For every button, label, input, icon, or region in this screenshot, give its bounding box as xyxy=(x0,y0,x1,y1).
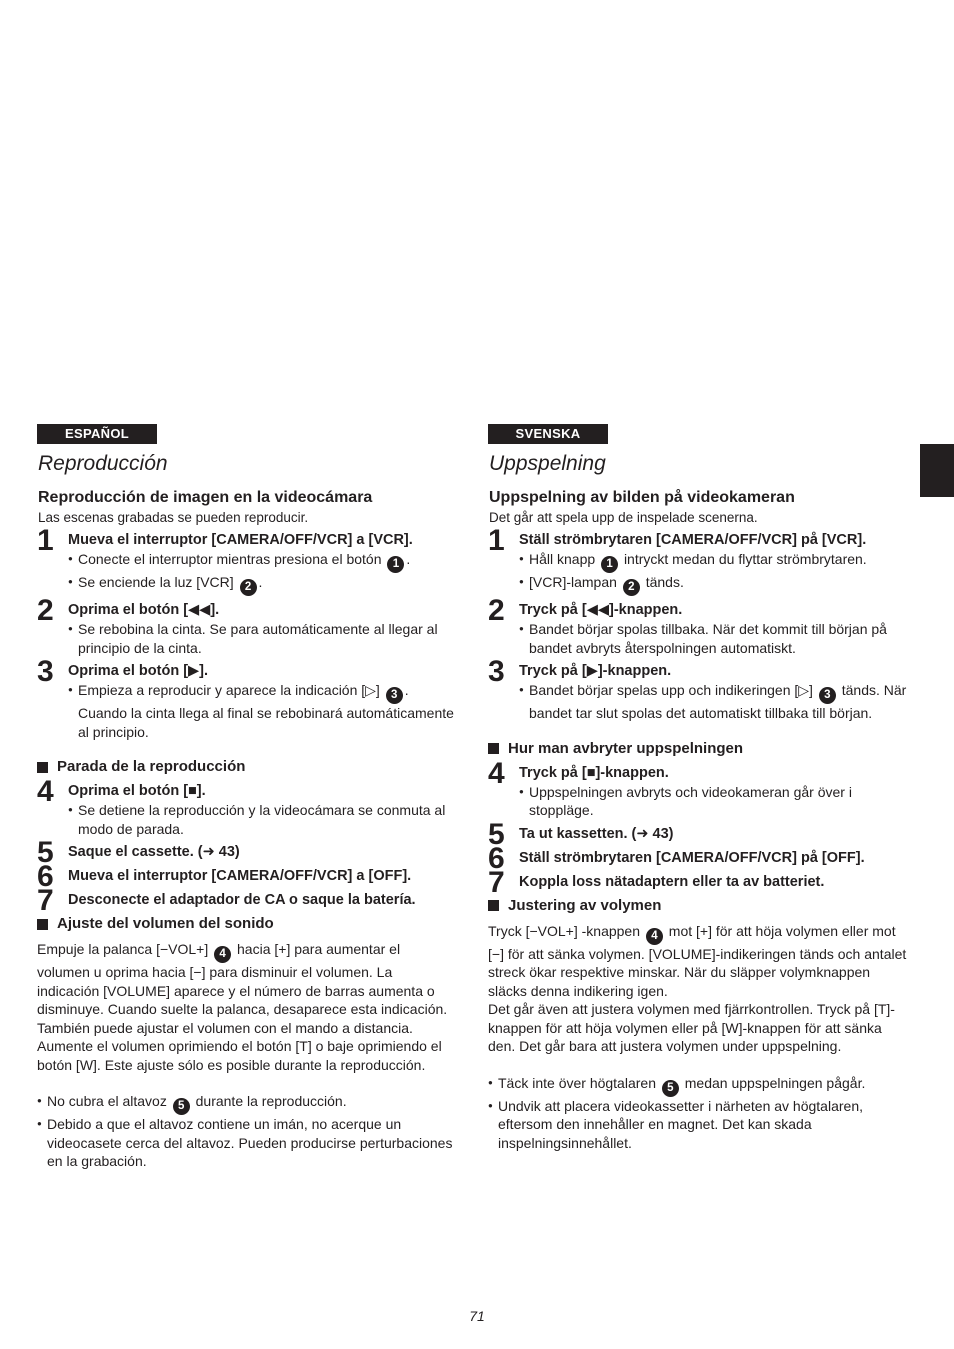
footnote: ● No cubra el altavoz 5 durante la reproducción. xyxy=(37,1092,455,1115)
step-6 xyxy=(37,860,455,893)
square-bullet-icon xyxy=(37,762,48,773)
step-3 xyxy=(488,655,908,723)
step-4 xyxy=(488,756,908,820)
step-notes xyxy=(519,681,908,723)
step-instruction: Ställ strömbrytaren [CAMERA/OFF/VCR] på [OFF]. xyxy=(519,849,865,866)
step-notes xyxy=(519,783,908,820)
step-number: 5 xyxy=(37,836,54,869)
step-instruction: Oprima el botón [■]. xyxy=(68,783,206,799)
volume-paragraph-2: También puede ajustar el volumen con el mando a distancia. Aumente el volumen oprimiendo el botón [T] o baje oprimiendo el botón [W]. Este ajuste sólo es posible durante la reproducción. xyxy=(37,1019,442,1073)
step-5 xyxy=(488,817,908,851)
marker-2: 2 xyxy=(240,579,257,596)
step-number: 7 xyxy=(37,884,54,917)
step-notes xyxy=(519,550,908,596)
language-tag: SVENSKA xyxy=(488,424,608,444)
note: ● Bandet börjar spolas tillbaka. När det kommit till början på bandet avbryts återspolningen automatiskt. xyxy=(519,620,908,657)
footnote: ● Täck inte över högtalaren 5 medan uppspelningen pågår. xyxy=(488,1074,908,1097)
edge-tab xyxy=(920,444,954,497)
marker-5: 5 xyxy=(662,1080,679,1097)
step-number: 2 xyxy=(488,594,505,627)
step-number: 3 xyxy=(488,655,505,688)
step-1 xyxy=(488,524,908,596)
step-notes xyxy=(519,620,908,657)
step-4 xyxy=(37,775,455,838)
footnotes xyxy=(488,1074,908,1153)
note: ● Conecte el interruptor mientras presiona el botón 1 . xyxy=(68,550,455,573)
step-6 xyxy=(488,841,908,875)
marker-1: 1 xyxy=(387,556,404,573)
marker-2: 2 xyxy=(623,579,640,596)
footnotes xyxy=(37,1092,455,1171)
note: ● Se rebobina la cinta. Se para automáticamente al llegar al principio de la cinta. xyxy=(68,620,455,657)
footnote: ● Debido a que el altavoz contiene un imán, no acerque un videocasete cerca del altavoz. Pueden producirse perturbaciones en la grabación. xyxy=(37,1115,455,1171)
intro-text: Det går att spela upp de inspelade scenerna. xyxy=(489,510,758,525)
volume-paragraph-2: Det går även att justera volymen med fjärrkontrollen. Tryck på [T]-knappen för att höja volymen eller på [W]-knappen för att sänka den. Det går bara att justera volymen under uppspelning. xyxy=(488,1001,895,1054)
page-number: 71 xyxy=(469,1308,485,1324)
step-number: 4 xyxy=(37,775,54,808)
column-spanish xyxy=(37,424,455,1171)
step-notes xyxy=(68,801,455,838)
step-number: 7 xyxy=(488,865,505,899)
step-number: 5 xyxy=(488,817,505,851)
step-instruction: Koppla loss nätadaptern eller ta av batteriet. xyxy=(519,873,825,890)
footnote: ● Undvik att placera videokassetter i närheten av högtalaren, eftersom den innehåller en magnet. Det kan skada inspelningsinnehållet. xyxy=(488,1097,908,1153)
marker-3: 3 xyxy=(819,687,836,704)
step-2 xyxy=(37,594,455,657)
step-7 xyxy=(488,865,908,899)
square-bullet-icon xyxy=(488,900,499,911)
intro-text: Las escenas grabadas se pueden reproducir. xyxy=(38,510,309,525)
note: ● Se enciende la luz [VCR] 2 . xyxy=(68,573,455,596)
volume-heading: Ajuste del volumen del sonido xyxy=(37,914,455,934)
note: ● Uppspelningen avbryts och videokameran går över i stoppläge. xyxy=(519,783,908,820)
note: ● Empieza a reproducir y aparece la indicación [▷] 3 . Cuando la cinta llega al final se rebobinará automáticamente al principio. xyxy=(68,681,455,741)
step-instruction: Tryck på [◀◀]-knappen. xyxy=(519,602,683,618)
step-number: 4 xyxy=(488,756,505,790)
step-3 xyxy=(37,655,455,741)
volume-paragraph-1: Tryck [−VOL+] -knappen 4 mot [+] för att höja volymen eller mot [−] för att sänka volymen. [VOLUME]-indikeringen tänds och antalet streck ökar respektive minskar. När du släpper volymknappen släcks denna indikering igen. xyxy=(488,922,907,999)
stop-heading: Parada de la reproducción xyxy=(37,757,455,777)
step-instruction: Mueva el interruptor [CAMERA/OFF/VCR] a [OFF]. xyxy=(68,868,412,884)
volume-heading: Justering av volymen xyxy=(488,896,908,916)
section-title: Reproducción xyxy=(38,452,168,475)
step-instruction: Tryck på [■]-knappen. xyxy=(519,764,669,781)
marker-1: 1 xyxy=(601,556,618,573)
column-swedish xyxy=(488,424,908,1152)
section-title: Uppspelning xyxy=(489,452,606,475)
language-tag: ESPAÑOL xyxy=(37,424,157,444)
step-instruction: Mueva el interruptor [CAMERA/OFF/VCR] a [VCR]. xyxy=(68,532,413,548)
note: ● Se detiene la reproducción y la videocámara se conmuta al modo de parada. xyxy=(68,801,455,838)
step-7 xyxy=(37,884,455,917)
step-number: 6 xyxy=(37,860,54,893)
subheading: Uppspelning av bilden på videokameran xyxy=(489,489,795,506)
square-bullet-icon xyxy=(488,743,499,754)
step-number: 1 xyxy=(488,524,505,557)
note: ● Bandet börjar spelas upp och indikeringen [▷] 3 tänds. När bandet tar slut spolas det automatiskt tillbaka till början. xyxy=(519,681,908,723)
note: ● [VCR]-lampan 2 tänds. xyxy=(519,573,908,596)
note: ● Håll knapp 1 intryckt medan du flyttar strömbrytaren. xyxy=(519,550,908,573)
step-notes xyxy=(68,681,455,741)
step-1 xyxy=(37,524,455,596)
step-2 xyxy=(488,594,908,657)
step-number: 6 xyxy=(488,841,505,875)
step-instruction: Desconecte el adaptador de CA o saque la batería. xyxy=(68,892,416,908)
step-instruction: Oprima el botón [◀◀]. xyxy=(68,602,220,618)
step-number: 2 xyxy=(37,594,54,627)
marker-3: 3 xyxy=(386,687,403,704)
subheading: Reproducción de imagen en la videocámara xyxy=(38,489,373,506)
step-number: 3 xyxy=(37,655,54,688)
stop-heading: Hur man avbryter uppspelningen xyxy=(488,739,908,759)
step-instruction: Ställ strömbrytaren [CAMERA/OFF/VCR] på [VCR]. xyxy=(519,532,867,548)
step-number: 1 xyxy=(37,524,54,557)
step-instruction: Ta ut kassetten. (➜ 43) xyxy=(519,825,674,842)
volume-paragraph-1: Empuje la palanca [−VOL+] 4 hacia [+] para aumentar el volumen u oprima hacia [−] para disminuir el volumen. La indicación [VOLUME] aparece y el número de barras aumenta o disminuye. Cuando suelte la palanca, desaparece esta indicación. xyxy=(37,941,448,1017)
step-notes xyxy=(68,620,455,657)
step-instruction: Saque el cassette. (➜ 43) xyxy=(68,844,240,860)
step-instruction: Oprima el botón [▶]. xyxy=(68,663,209,679)
square-bullet-icon xyxy=(37,919,48,930)
step-instruction: Tryck på [▶]-knappen. xyxy=(519,663,672,679)
marker-5: 5 xyxy=(173,1098,190,1115)
marker-4: 4 xyxy=(646,928,663,945)
step-5 xyxy=(37,836,455,869)
marker-4: 4 xyxy=(214,946,231,963)
step-notes xyxy=(68,550,455,596)
